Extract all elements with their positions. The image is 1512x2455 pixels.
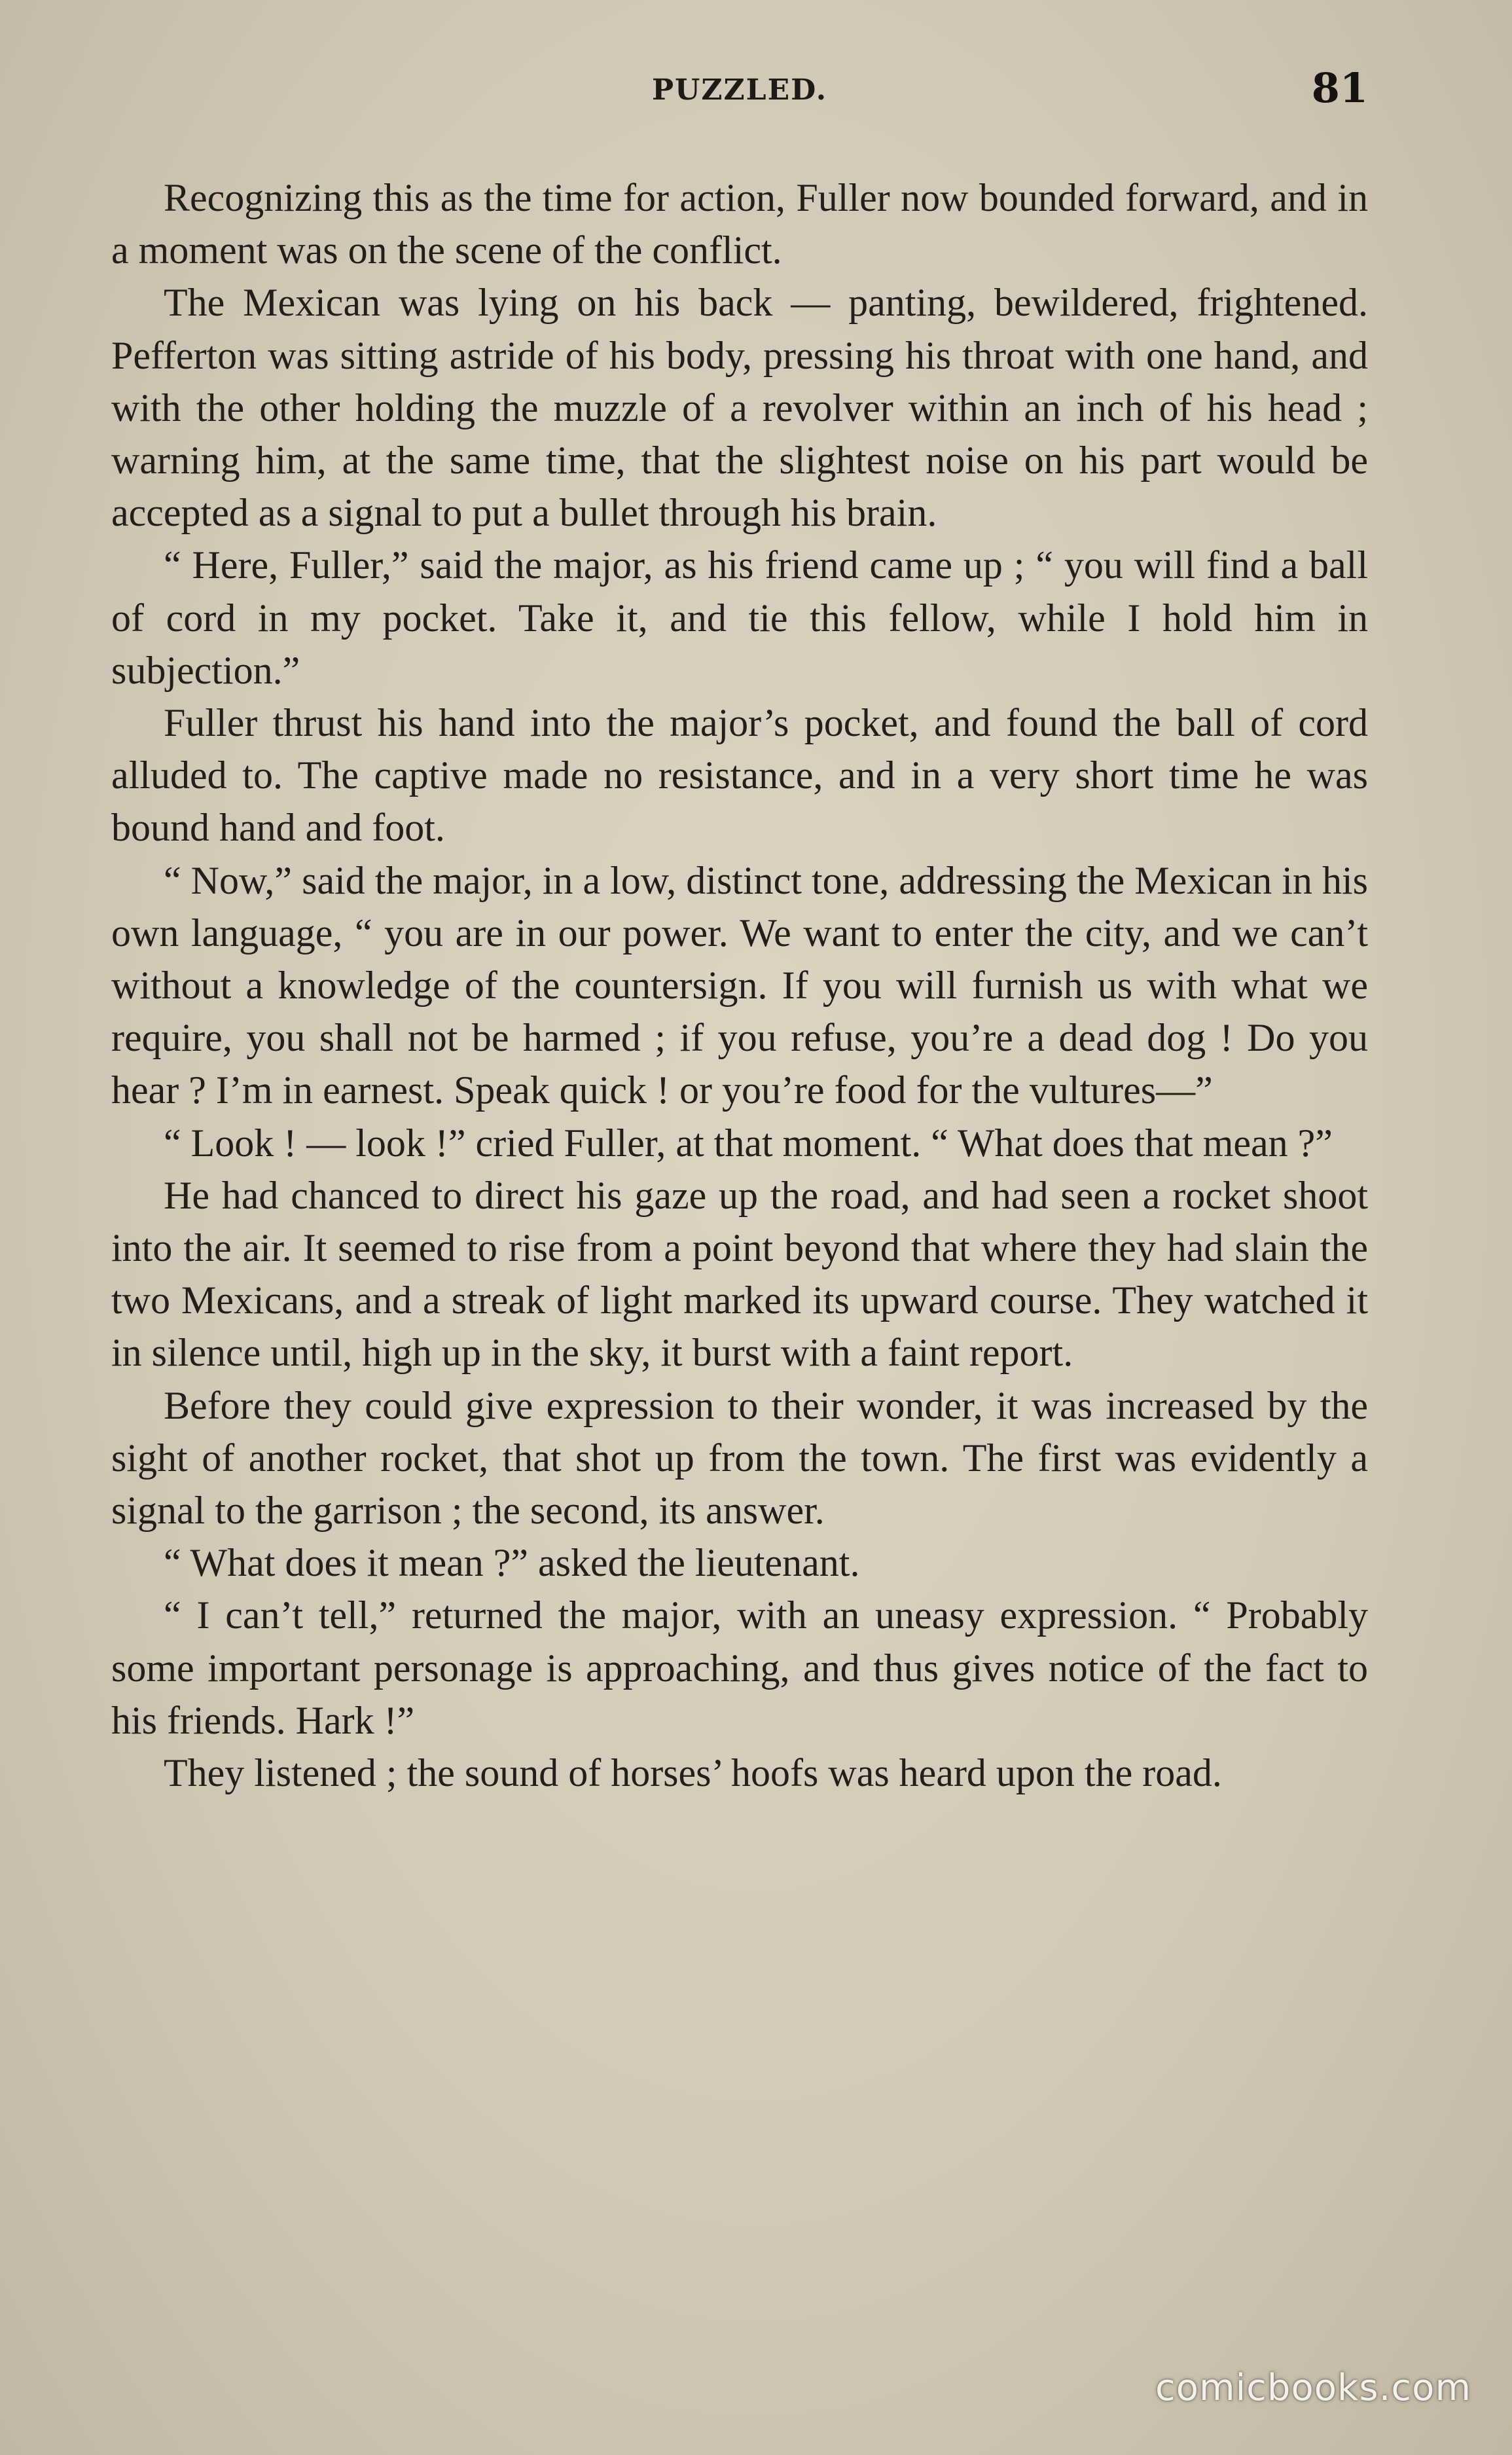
page-header	[111, 64, 1368, 119]
running-title: PUZZLED.	[651, 73, 828, 107]
paragraph: “ Look ! — look !” cried Fuller, at that moment. “ What does that mean ?”	[164, 1121, 1333, 1165]
paragraph: He had chanced to direct his gaze up the road, and had seen a rocket shoot into the air. It seemed to rise from a point beyond that where they had slain the two Mexicans, and a streak of light marked its upward course. They watched it in silence until, high up in the sky, it burst with a faint report.	[111, 1173, 1368, 1375]
paragraph: Fuller thrust his hand into the major’s pocket, and found the ball of cord alluded to. The captive made no resistance, and in a very short time he was bound hand and foot.	[111, 701, 1368, 850]
paragraph: “ I can’t tell,” returned the major, with an uneasy expression. “ Probably some important personage is approaching, and thus gives notice of the fact to his friends. Hark !”	[111, 1593, 1368, 1742]
paragraph: “ Here, Fuller,” said the major, as his friend came up ; “ you will find a ball of cord in my pocket. Take it, and tie this fellow, while I hold him in subjection.”	[111, 543, 1368, 692]
page-number: 81	[1311, 64, 1368, 112]
paragraph: The Mexican was lying on his back — panting, bewildered, frightened. Pefferton was sitting astride of his body, pressing his throat with one hand, and with the other holding the muzzle of a revolver within an inch of his head ; warning him, at the same time, that the slightest noise on his part would be accepted as a signal to put a bullet through his brain.	[111, 281, 1368, 535]
paragraph: “ What does it mean ?” asked the lieutenant.	[164, 1541, 860, 1585]
body-text	[111, 172, 1368, 2299]
paragraph: Recognizing this as the time for action, Fuller now bounded forward, and in a moment was on the scene of the conflict.	[111, 176, 1368, 272]
paragraph: “ Now,” said the major, in a low, distinct tone, addressing the Mexican in his own language, “ you are in our power. We want to enter the city, and we can’t without a knowledge of the countersign. If you will furnish us with what we require, you shall not be harmed ; if you refuse, you’re a dead dog ! Do you hear ? I’m in earnest. Speak quick ! or you’re food for the vultures—”	[111, 858, 1368, 1112]
watermark: comicbooks.com	[1155, 2367, 1471, 2409]
paragraph: Before they could give expression to their wonder, it was increased by the sight of another rocket, that shot up from the town. The first was evidently a signal to the garrison ; the second, its answer.	[111, 1383, 1368, 1533]
paragraph: They listened ; the sound of horses’ hoofs was heard upon the road.	[164, 1751, 1222, 1795]
